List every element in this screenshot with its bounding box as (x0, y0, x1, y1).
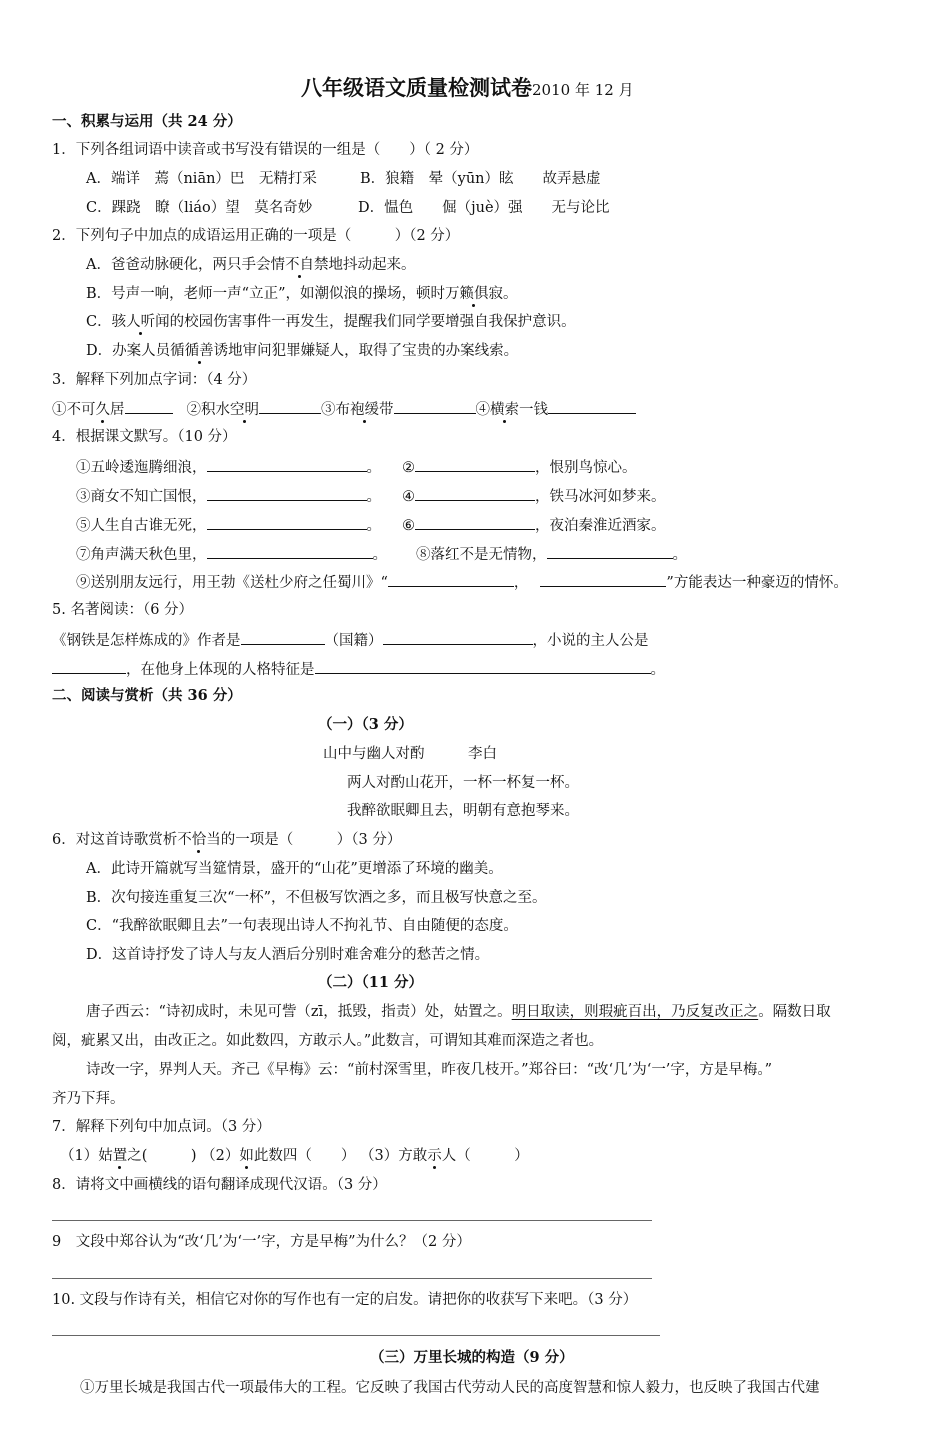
q4-line-8 (416, 543, 687, 565)
q4-line-9 (76, 571, 848, 593)
dotted-word: 示 (427, 1148, 442, 1164)
text: ⑦角声满天秋色里， (76, 547, 207, 563)
text: 。 (372, 547, 387, 563)
passage-2-line-2: 阅，疵累又出，由改正之。如此数四，方敢示人。”此数言，可谓知其难而深造之者也。 (52, 1033, 604, 1049)
text: ② (402, 460, 415, 476)
text: 地审问犯罪嫌疑人，取得了宝贵的办案线索。 (228, 343, 519, 359)
text: B．号声一响，老师一声“立正”，如潮似浪的操场，顿时 (86, 286, 445, 302)
poem-line-2: 我醉欲眠卿且去，明朝有意抱琴来。 (347, 803, 579, 819)
text: （国籍） (324, 633, 383, 649)
passage-2-line-3: 诗改一字，界判人天。齐己《早梅》云：“前村深雪里，昨夜几枝开。”郑谷曰：“改‘几’为‘一’字，方是早梅。” (86, 1062, 773, 1078)
text: 。 (502, 286, 518, 302)
answer-blank[interactable] (207, 543, 373, 559)
dotted-idiom: 情不自禁 (270, 257, 329, 273)
answer-blank[interactable] (241, 629, 325, 645)
text: 居 (110, 402, 125, 418)
q1-option-d: D．愠色 倔（juè）强 无与论比 (358, 200, 610, 216)
text: 地抖动起来。 (328, 257, 416, 273)
q1-option-b: B．狼籍 晕（yūn）眩 故弄悬虚 (360, 171, 601, 187)
answer-blank[interactable] (548, 398, 636, 414)
q2-option-b (86, 284, 517, 304)
text: 。 (366, 460, 381, 476)
answer-blank[interactable] (315, 658, 651, 674)
text: ①不可 (52, 402, 96, 418)
text: ①五岭逶迤腾细浪， (76, 460, 207, 476)
q4-line-4 (402, 485, 666, 507)
dotted-word: 如 (239, 1148, 254, 1164)
answer-blank[interactable] (547, 543, 673, 559)
question-10: 10. 文段与作诗有关，相信它对你的写作也有一定的启发。请把你的收获写下来吧。（3 分） (52, 1292, 638, 1308)
answer-blank[interactable] (415, 456, 535, 472)
text: 。 (366, 518, 381, 534)
text: 人（ ） (441, 1148, 529, 1164)
text: ③商女不知亡国恨， (76, 489, 207, 505)
q1-option-a: A．端详 蔫（niān）巴 无精打采 (86, 171, 317, 187)
answer-blank[interactable] (52, 658, 126, 674)
question-5: 5. 名著阅读：（6 分） (52, 602, 194, 618)
q2-option-c (86, 312, 576, 332)
dotted-word: 布袍缓带 (335, 402, 394, 418)
dotted-idiom: 骇人听闻 (111, 314, 170, 330)
text: ，夜泊秦淮近酒家。 (535, 518, 666, 534)
question-8: 8．请将文中画横线的语句翻译成现代汉语。（3 分） (52, 1177, 387, 1193)
text: ②积水 (186, 402, 230, 418)
answer-blank[interactable] (125, 398, 173, 414)
text: 之( ) (127, 1148, 197, 1164)
text: ⑤人生自古谁无死， (76, 518, 207, 534)
text: ”方能表达一种豪迈的情怀。 (666, 575, 848, 591)
q4-line-1 (76, 456, 381, 478)
text: 。 (366, 489, 381, 505)
poem-title: 山中与幽人对酌 李白 (323, 746, 497, 762)
text: （3）方敢 (360, 1148, 428, 1164)
q4-line-3 (76, 485, 381, 507)
dotted-idiom: 循循善诱 (170, 343, 229, 359)
answer-blank[interactable] (383, 629, 533, 645)
answer-blank[interactable] (415, 485, 535, 501)
underlined-sentence: 明日取读，则瑕疵百出，乃反复改正之 (511, 1004, 759, 1020)
part-3-heading: （三）万里长城的构造（9 分） (370, 1349, 574, 1366)
dotted-word: 置 (112, 1148, 128, 1164)
text: ，在他身上体现的人格特征是 (126, 662, 315, 678)
text: 。 (672, 547, 687, 563)
text: 此数四（ ） (253, 1148, 356, 1164)
q10-answer-line[interactable] (52, 1335, 660, 1336)
text: ，恨别鸟惊心。 (535, 460, 637, 476)
question-6 (52, 830, 401, 850)
q5-line-1 (52, 629, 649, 651)
q4-line-7 (76, 543, 387, 565)
text: 的校园伤害事件一再发生，提醒我们同学要增强自我保护意识。 (169, 314, 576, 330)
question-4: 4．根据课文默写。（10 分） (52, 429, 237, 445)
part-1-heading: （一）（3 分） (318, 716, 413, 733)
exam-title (301, 74, 634, 104)
q7-items (60, 1146, 529, 1166)
answer-blank[interactable] (540, 571, 666, 587)
dotted-idiom: 万籁俱寂 (444, 286, 503, 302)
passage-3-line-1: ①万里长城是我国古代一项最伟大的工程。它反映了我国古代劳动人民的高度智慧和惊人毅力，也反映了我国古代建 (80, 1380, 820, 1396)
section-2-heading: 二、阅读与赏析（共 36 分） (52, 687, 242, 704)
part-2-heading: （二）（11 分） (318, 974, 423, 991)
text: ⑥ (402, 518, 415, 534)
poem-line-1: 两人对酌山花开，一杯一杯复一杯。 (347, 775, 579, 791)
question-1: 1．下列各组词语中读音或书写没有错误的一组是（ ）（ 2 分） (52, 142, 479, 158)
text: ，铁马冰河如梦来。 (535, 489, 666, 505)
passage-2-line-4: 齐乃下拜。 (52, 1091, 125, 1107)
exam-date: 2010 年 12 月 (532, 81, 634, 99)
text: 一钱 (519, 402, 548, 418)
answer-blank[interactable] (388, 571, 514, 587)
passage-2-line-1 (86, 1002, 831, 1022)
q3-items (52, 398, 636, 420)
section-1-heading: 一、积累与运用（共 24 分） (52, 113, 242, 130)
question-2: 2．下列句子中加点的成语运用正确的一项是（ ）（2 分） (52, 228, 460, 244)
answer-blank[interactable] (207, 514, 367, 530)
answer-blank[interactable] (415, 514, 535, 530)
dotted-word: 久 (95, 402, 110, 418)
title-text: 八年级语文质量检测试卷 (301, 75, 532, 100)
text: ④ (475, 402, 490, 418)
q1-option-c: C．踝跷 瞭（liáo）望 莫名奇妙 (86, 200, 313, 216)
text: ，小说的主人公是 (532, 633, 649, 649)
text: 唐子西云：“诗初成时，未见可訾（zī，抵毁，指责）处，姑置之。 (86, 1004, 512, 1020)
text: ⑧落红不是无情物， (416, 547, 547, 563)
q8-answer-line[interactable] (52, 1220, 652, 1221)
q6-option-b: B．次句接连重复三次“一杯”，不但极写饮酒之多，而且极写快意之至。 (86, 890, 547, 906)
q4-line-6 (402, 514, 666, 536)
q4-line-2 (402, 456, 637, 478)
text: A．爸爸动脉硬化，两只手会 (86, 257, 271, 273)
answer-blank[interactable] (207, 485, 367, 501)
text: ， (513, 575, 529, 591)
q9-answer-line[interactable] (52, 1278, 652, 1279)
q2-option-a (86, 255, 415, 275)
answer-blank[interactable] (394, 398, 476, 414)
q2-option-d (86, 341, 518, 361)
q6-option-a: A．此诗开篇就写当筵情景，盛开的“山花”更增添了环境的幽美。 (86, 861, 503, 877)
question-9: 9 文段中郑谷认为“改‘几’为‘一’字，方是早梅”为什么？（2 分） (52, 1234, 471, 1250)
text: 《钢铁是怎样炼成的》作者是 (52, 633, 241, 649)
q5-line-2 (52, 658, 665, 680)
text: 6．对这首诗歌赏析 (52, 832, 178, 848)
text: ④ (402, 489, 415, 505)
question-3: 3．解释下列加点字词：（4 分） (52, 372, 257, 388)
q6-option-d: D．这首诗抒发了诗人与友人酒后分别时难舍难分的愁苦之情。 (86, 947, 490, 963)
q6-option-c: C．“我醉欲眠卿且去”一句表现出诗人不拘礼节、自由随便的态度。 (86, 918, 518, 934)
text: 。隔数日取 (758, 1004, 831, 1020)
dotted-word: 不恰当 (177, 832, 221, 848)
text: D．办案人员 (86, 343, 171, 359)
text: 。 (650, 662, 665, 678)
q4-line-5 (76, 514, 381, 536)
text: ③ (321, 402, 336, 418)
question-7: 7．解释下列句中加点词。（3 分） (52, 1119, 271, 1135)
answer-blank[interactable] (259, 398, 321, 414)
dotted-word: 横索 (490, 402, 519, 418)
text: （1）姑 (60, 1148, 113, 1164)
text: 的一项是（ ）（3 分） (220, 832, 402, 848)
dotted-word: 空明 (230, 402, 259, 418)
text: ⑨送别朋友远行，用王勃《送杜少府之任蜀川》“ (76, 575, 388, 591)
text: （2） (201, 1148, 240, 1164)
text: C． (86, 314, 112, 330)
answer-blank[interactable] (207, 456, 367, 472)
